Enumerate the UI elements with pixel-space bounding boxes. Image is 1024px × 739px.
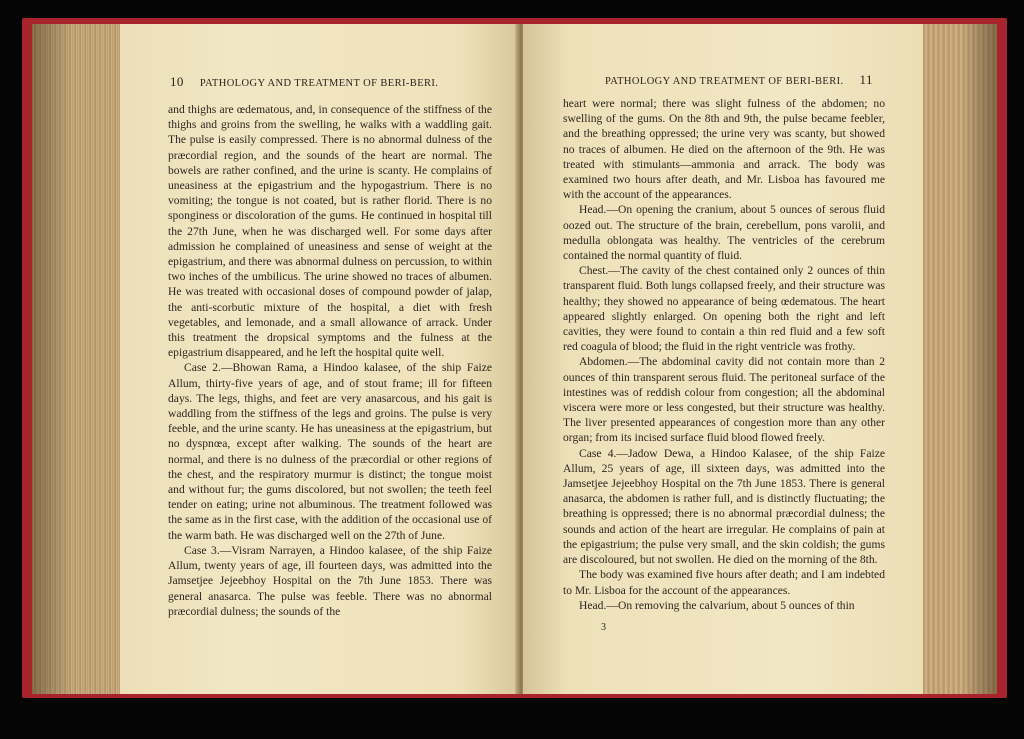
signature-mark: 3: [601, 622, 606, 633]
paragraph: Case 2.—Bhowan Rama, a Hindoo kalasee, of the ship Faize Allum, thirty-five years of age, and of stout frame; ill for fifteen days. The legs, thighs, and feet are very anasarcous, and his gait is waddling from the stiffness of the legs and groins. The pulse is very feeble, and the urine scanty. He has uneasiness at the epigastrium, but no dyspnœa, except after walking. The sounds of the heart are normal, and there is no dulness of the præcordial or other regions of the chest, and the respiratory murmur is distinct; the tongue moist and without fur; the gums discolored, but not swollen; the teeth feel tender on eating; urine not albuminous. The treatment followed was the same as in the first case, with the addition of the occasional use of the warm bath. He was discharged well on the 27th of June.: [168, 361, 492, 542]
right-running-head: [605, 72, 873, 88]
left-page-body: [168, 102, 492, 619]
right-page-number: 11: [859, 72, 873, 87]
paragraph: Head.—On opening the cranium, about 5 ounces of serous fluid oozed out. The structure of the brain, cerebellum, pons varolii, and medulla oblongata was healthy. The ventricles of the cerebrum contained the normal quantity of fluid.: [563, 203, 885, 263]
right-running-head-title: PATHOLOGY AND TREATMENT OF BERI-BERI.: [605, 76, 844, 87]
paragraph: Chest.—The cavity of the chest contained only 2 ounces of thin transparent fluid. Both lungs collapsed freely, and their structure was healthy; they showed no appearance of being œdematous. The heart appeared slightly enlarged. On opening both the right and left cavities, they were found to contain a thin red fluid and a few soft red coagula of blood; the fluid in the right ventricle was frothy.: [563, 264, 885, 354]
paragraph: The body was examined five hours after death; and I am indebted to Mr. Lisboa for the account of the appearances.: [563, 568, 885, 597]
page-edges-right-shadow: [962, 24, 997, 694]
left-page: [120, 24, 519, 694]
paragraph: and thighs are œdematous, and, in consequence of the stiffness of the thighs and groins from the swelling, he walks with a waddling gait. The pulse is easily compressed. There is no abnormal dulness of the præcordial region, and the sounds of the heart are normal. The bowels are rather confined, and the urine is scanty. He complains of uneasiness at the epigastrium and the hypogastrium. There is no vomiting; the tongue is not coated, but is rather florid. There is no sponginess or discoloration of the gums. He continued in hospital till the 27th June, when he was discharged well. For some days after admission he complained of uneasiness and sense of weight at the epigastrium, and there was abnormal dulness on percussion, to within two inches of the umbilicus. The urine showed no traces of albumen. He was treated with occasional doses of compound powder of jalap, the anti-scorbutic mixture of the hospital, a diet with fresh vegetables, and lemonade, and a small allowance of arrack. Under this treatment the dropsical symptoms and the fulness at the epigastrium disappeared, and he left the hospital quite well.: [168, 103, 492, 360]
left-running-head: [170, 74, 438, 90]
paragraph: Case 4.—Jadow Dewa, a Hindoo Kalasee, of the ship Faize Allum, 25 years of age, ill sixteen days, was admitted into the Jamsetjee Jejeebhoy Hospital on the 7th June 1853. There is general anasarca, the abdomen is rather full, and is distinctly fluctuating; the breathing is oppressed; there is no abnormal præcordial dulness; the sounds and action of the heart are irregular. He complains of pain at the epigastrium; the pulse very small, and the skin coldish; the gums are discoloured, but not swollen. He died on the morning of the 8th.: [563, 446, 885, 567]
right-page: [523, 24, 923, 694]
left-page-number: 10: [170, 74, 184, 89]
paragraph: Abdomen.—The abdominal cavity did not contain more than 2 ounces of thin transparent serous fluid. The peritoneal surface of the intestines was of reddish colour from congestion; all the abdominal viscera were more or less congested, but their structure was healthy. The liver presented appearances of congestion more than any other organ; from its incised surface fluid blood flowed freely.: [563, 355, 885, 445]
left-running-head-title: PATHOLOGY AND TREATMENT OF BERI-BERI.: [199, 78, 439, 89]
page-edges-left-shadow: [32, 24, 72, 694]
paragraph: Case 3.—Visram Narrayen, a Hindoo kalasee, of the ship Faize Allum, twenty years of age, ill fourteen days, was admitted into the Jamsetjee Jejeebhoy Hospital on the 7th June 1853. There was general anasarca. The pulse was feeble. There was no abnormal præcordial dulness; the sounds of the: [168, 543, 492, 618]
paragraph: Head.—On removing the calvarium, about 5 ounces of thin: [579, 598, 855, 612]
right-page-body: [563, 96, 885, 613]
paragraph: heart were normal; there was slight fulness of the abdomen; no swelling of the gums. On the 8th and 9th, the pulse became feebler, and the breathing oppressed; the urine very was scanty, but showed no traces of albumen. He died on the afternoon of the 9th. He was treated with stimulants—ammonia and arrack. The body was examined two hours after death, and Mr. Lisboa has favoured me with the account of the appearances.: [563, 97, 885, 202]
